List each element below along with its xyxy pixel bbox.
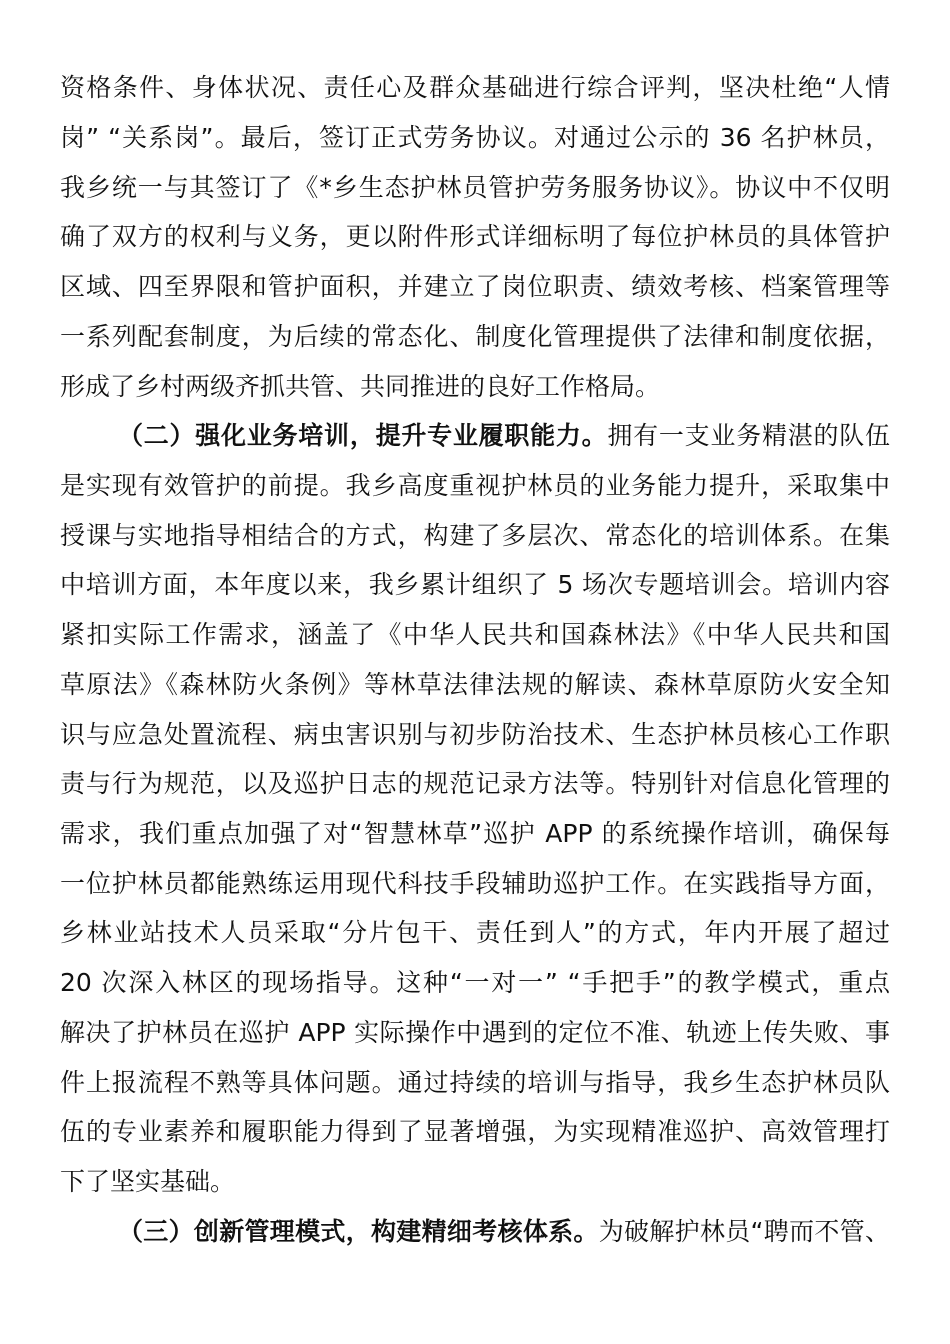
paragraph-line: 岗” “关系岗”。最后，签订正式劳务协议。对通过公示的 36 名护林员，	[60, 123, 890, 152]
paragraph-line: 责与行为规范，以及巡护日志的规范记录方法等。特别针对信息化管理的	[60, 769, 890, 798]
section-2-first-line	[118, 413, 890, 459]
paragraph-line: 是实现有效管护的前提。我乡高度重视护林员的业务能力提升，采取集中	[60, 471, 890, 500]
paragraph-line: 中培训方面，本年度以来，我乡累计组织了 5 场次专题培训会。培训内容	[60, 570, 890, 599]
paragraph-line: 一位护林员都能熟练运用现代科技手段辅助巡护工作。在实践指导方面，	[60, 869, 890, 898]
paragraph-line: 授课与实地指导相结合的方式，构建了多层次、常态化的培训体系。在集	[60, 521, 890, 550]
paragraph-line: 乡林业站技术人员采取“分片包干、责任到人”的方式，年内开展了超过	[60, 918, 890, 947]
section-3-lead-text: 为破解护林员“聘而不管、	[598, 1217, 890, 1246]
section-2-heading: （二）强化业务培训，提升专业履职能力。	[118, 421, 608, 450]
section-3-first-line	[118, 1209, 890, 1255]
paragraph-line: 伍的专业素养和履职能力得到了显著增强，为实现精准巡护、高效管理打	[60, 1117, 890, 1146]
paragraph-line: 解决了护林员在巡护 APP 实际操作中遇到的定位不准、轨迹上传失败、事	[60, 1018, 890, 1047]
section-3-heading: （三）创新管理模式，构建精细考核体系。	[118, 1217, 599, 1246]
paragraph-line: 一系列配套制度，为后续的常态化、制度化管理提供了法律和制度依据，	[60, 322, 890, 351]
paragraph-line: 需求，我们重点加强了对“智慧林草”巡护 APP 的系统操作培训，确保每	[60, 819, 890, 848]
paragraph-line: 下了坚实基础。	[60, 1167, 236, 1196]
paragraph-line: 资格条件、身体状况、责任心及群众基础进行综合评判，坚决杜绝“人情	[60, 73, 890, 102]
paragraph-line: 识与应急处置流程、病虫害识别与初步防治技术、生态护林员核心工作职	[60, 720, 890, 749]
paragraph-line: 草原法》《森林防火条例》等林草法律法规的解读、森林草原防火安全知	[60, 670, 890, 699]
paragraph-line: 20 次深入林区的现场指导。这种“一对一” “手把手”的教学模式，重点	[60, 968, 890, 997]
paragraph-line: 紧扣实际工作需求，涵盖了《中华人民共和国森林法》《中华人民共和国	[60, 620, 890, 649]
paragraph-line: 区域、四至界限和管护面积，并建立了岗位职责、绩效考核、档案管理等	[60, 272, 890, 301]
paragraph-line: 我乡统一与其签订了《*乡生态护林员管护劳务服务协议》。协议中不仅明	[60, 173, 890, 202]
paragraph-line: 形成了乡村两级齐抓共管、共同推进的良好工作格局。	[60, 372, 661, 401]
paragraph-line: 件上报流程不熟等具体问题。通过持续的培训与指导，我乡生态护林员队	[60, 1068, 890, 1097]
section-2-lead-text: 拥有一支业务精湛的队伍	[607, 421, 890, 450]
paragraph-line: 确了双方的权利与义务，更以附件形式详细标明了每位护林员的具体管护	[60, 222, 890, 251]
